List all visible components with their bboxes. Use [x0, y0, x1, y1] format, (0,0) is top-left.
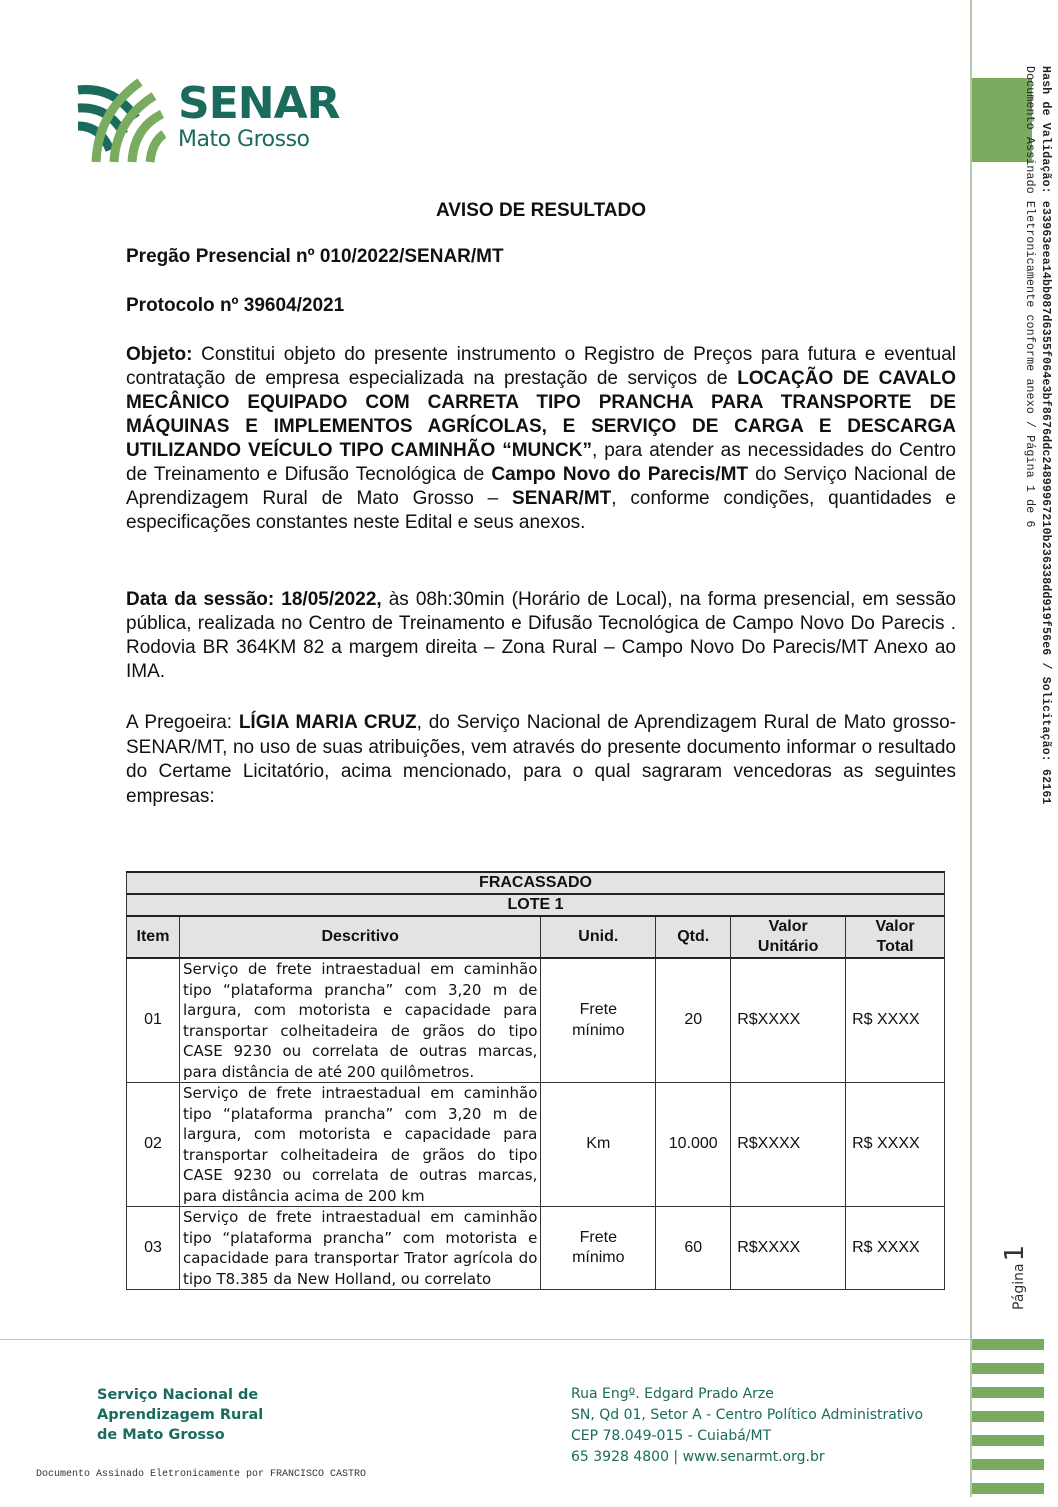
- footer-address: Rua Engº. Edgard Prado Arze SN, Qd 01, Setor A - Centro Político Administrativo CEP 78.049-015 - Cuiabá/MT 65 3928 4800 | www.senarmt.org.br: [571, 1384, 923, 1468]
- document-title: AVISO DE RESULTADO: [435, 200, 647, 221]
- results-table: [126, 871, 945, 1290]
- page-label: Página: [1011, 1263, 1027, 1310]
- signature-note: Documento Assinado Eletronicamente conforme anexo / Página 1 de 6: [1023, 66, 1036, 528]
- lote-title: LOTE 1: [127, 894, 945, 916]
- col-header-valor-unitario: Valor Unitário: [731, 916, 846, 958]
- unid-cell: Frete mínimo: [541, 958, 656, 1083]
- col-header-item: Item: [127, 916, 180, 958]
- objeto-paragraph: Objeto: Constitui objeto do presente instrumento o Registro de Preços para futura e eventual contratação de empresa especializada na prestação de serviços de LOCAÇÃO DE CAVALO MECÂNICO EQUIPADO COM CARRETA TIPO PRANCHA PARA TRANSPORTE DE MÁQUINAS E IMPLEMENTOS AGRÍCOLAS, E SERVIÇO DE CARGA E DESCARGA UTILIZANDO VEÍCULO TIPO CAMINHÃO “MUNCK”, para atender as necessidades do Centro de Treinamento e Difusão Tecnológica de Campo Novo do Parecis/MT do Serviço Nacional de Aprendizagem Rural de Mato Grosso – SENAR/MT, conforme condições, quantidades e especificações constantes neste Edital e seus anexos.: [126, 344, 956, 533]
- table-row: 01 Serviço de frete intraestadual em caminhão tipo “plataforma prancha” com 3,20 m de largura, com motorista e capacidade para transportar colheitadeira de grãos do tipo CASE 9230 ou correlata de outras marcas, para distância de até 200 quilômetros. Frete mínimo 20 R$XXXX R$ XXXX: [127, 958, 945, 1083]
- senar-logo: [74, 72, 340, 164]
- table-row: 03 Serviço de frete intraestadual em caminhão tipo “plataforma prancha” com motorista e capacidade para transportar Trator agrícola do tipo T8.385 da New Holland, ou correlato Frete mínimo 60 R$XXXX R$ XXXX: [127, 1207, 945, 1290]
- col-header-qtd: Qtd.: [656, 916, 731, 958]
- footer-contact: 65 3928 4800 | www.senarmt.org.br: [571, 1449, 825, 1465]
- senar-leaf-icon: [74, 72, 166, 164]
- footer-divider: [0, 1339, 971, 1340]
- page-number: [1000, 1245, 1030, 1310]
- footer-org-name: Serviço Nacional de Aprendizagem Rural de Mato Grosso: [97, 1387, 264, 1443]
- pregoeira-paragraph: A Pregoeira: LÍGIA MARIA CRUZ, do Serviço Nacional de Aprendizagem Rural de Mato grosso- SENAR/MT, no uso de suas atribuições, vem através do presente documento informar o resultado do Certame Licitatório, acima mencionado, para o qual sagraram vencedoras as seguintes empresas:: [126, 712, 956, 807]
- signed-by-note: Documento Assinado Eletronicamente por FRANCISCO CASTRO: [36, 1469, 367, 1480]
- validation-hash: Hash de Validação: e33963eea14bb087d6355f064e3bf8676ddc248999672​10b236338dd919f56e6 / Solicitação: 62161: [1039, 66, 1052, 805]
- unid-cell: Frete mínimo: [541, 1207, 656, 1290]
- col-header-valor-total: Valor Total: [846, 916, 945, 958]
- sessao-paragraph: Data da sessão: 18/05/2022, às 08h:30min (Horário de Local), na forma presencial, em sessão pública, realizada no Centro de Treinamento e Difusão Tecnológica de Campo Novo Do Parecis . Rodovia BR 364KM 82 a margem direita – Zona Rural – Campo Novo Do Parecis/MT Anexo ao IMA.: [126, 589, 956, 682]
- col-header-unid: Unid.: [541, 916, 656, 958]
- protocolo-number: Protocolo nº 39604/2021: [126, 295, 345, 316]
- status-badge: FRACASSADO: [127, 872, 945, 894]
- page-border-vertical: [970, 0, 972, 1497]
- page-number-value: 1: [1000, 1244, 1030, 1262]
- logo-name: SENAR: [178, 78, 340, 129]
- col-header-descritivo: Descritivo: [179, 916, 540, 958]
- pregao-number: Pregão Presencial nº 010/2022/SENAR/MT: [126, 246, 504, 267]
- table-row: 02 Serviço de frete intraestadual em caminhão tipo “plataforma prancha” com 3,20 m de largura, com motorista e capacidade para transportar colheitadeira de grãos do tipo CASE 9230 ou correlata de outras marcas, para distância acima de 200 km Km 10.000 R$XXXX R$ XXXX: [127, 1083, 945, 1207]
- logo-subtitle: Mato Grosso: [178, 127, 310, 152]
- footer-stripes: [972, 1339, 1044, 1507]
